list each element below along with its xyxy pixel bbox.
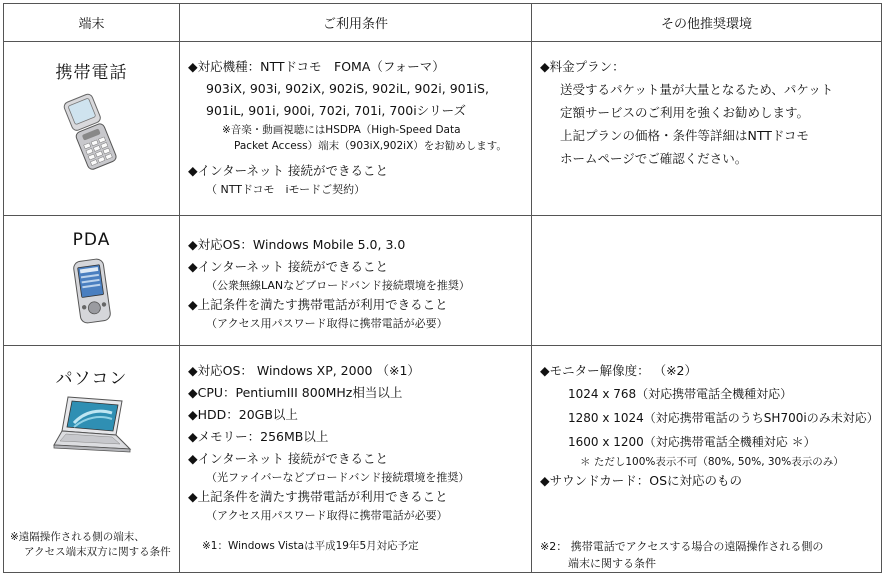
pc-phone-req-sub: （アクセス用パスワード取得に携帯電話が必要） <box>206 509 448 522</box>
pda-env <box>532 216 882 346</box>
phone-models-line1: 903iX, 903i, 902iX, 902iS, 902iL, 902i, 901iS, <box>206 81 489 96</box>
phone-note-line1: ※音楽・動画視聴にはHSDPA（High-Speed Data <box>222 124 461 136</box>
pda-internet-sub: （公衆無線LANなどブロードバンド接続環境を推奨） <box>206 279 470 292</box>
pda-phone-req-sub: （アクセス用パスワード取得に携帯電話が必要） <box>206 317 448 330</box>
sound-card: ◆サウンドカード：OSに対応のもの <box>540 473 743 488</box>
phone-note-line2: Packet Access）端末（903iX,902iX）をお勧めします。 <box>234 140 507 152</box>
plan-line1: 送受するパケット量が大量となるため、パケット <box>560 82 834 97</box>
pda-label: PDA <box>72 230 111 250</box>
pc-conditions <box>180 346 532 573</box>
pda-icon <box>67 256 117 326</box>
pda-cell <box>4 216 180 346</box>
plan-line3: 上記プランの価格・条件等詳細はNTTドコモ <box>560 128 809 143</box>
phone-cell <box>4 42 180 216</box>
header-conditions: ご利用条件 <box>180 4 532 42</box>
pc-internet-sub: （光ファイバーなどブロードバンド接続環境を推奨） <box>206 471 470 484</box>
pc-hdd: ◆HDD：20GB以上 <box>188 407 298 422</box>
plan-line4: ホームページでご確認ください。 <box>560 151 748 166</box>
phone-internet-sub: （ NTTドコモ iモードご契約） <box>206 183 366 196</box>
laptop-icon <box>50 393 134 459</box>
pc-remote-note-line2: アクセス端末双方に関する条件 <box>24 546 171 558</box>
phone-models-title: ◆対応機種：NTTドコモ FOMA（フォーマ） <box>188 59 445 74</box>
pc-memory: ◆メモリー：256MB以上 <box>188 429 329 444</box>
phone-conditions <box>180 42 532 216</box>
phone-env <box>532 42 882 216</box>
header-device: 端末 <box>4 4 180 42</box>
header-other-env: その他推奨環境 <box>532 4 882 42</box>
pc-cpu: ◆CPU：PentiumIII 800MHz相当以上 <box>188 385 403 400</box>
phone-internet: ◆インターネット 接続ができること <box>188 163 388 178</box>
pc-remote-note-line1: ※遠隔操作される側の端末、 <box>10 531 145 543</box>
mobile-phone-icon <box>57 91 127 171</box>
pda-phone-req: ◆上記条件を満たす携帯電話が利用できること <box>188 297 448 312</box>
pc-env <box>532 346 882 573</box>
monitor-title: ◆モニター解像度： （※2） <box>540 363 698 378</box>
pc-env-footnote-line2: 端末に関する条件 <box>568 557 656 570</box>
pda-conditions <box>180 216 532 346</box>
pc-internet: ◆インターネット 接続ができること <box>188 451 388 466</box>
pc-label: パソコン <box>55 369 128 389</box>
phone-models-line2: 901iL, 901i, 900i, 702i, 701i, 700iシリーズ <box>206 103 467 118</box>
monitor-res2: 1280 x 1024（対応携帯電話のうちSH700iのみ未対応） <box>568 411 879 425</box>
pc-env-footnote-line1: ※2： 携帯電話でアクセスする場合の遠隔操作される側の <box>540 540 824 553</box>
monitor-res3-note: ＊ ただし100%表示不可（80%, 50%, 30%表示のみ） <box>580 456 844 468</box>
pc-phone-req: ◆上記条件を満たす携帯電話が利用できること <box>188 489 448 504</box>
pda-internet: ◆インターネット 接続ができること <box>188 259 388 274</box>
plan-line2: 定額サービスのご利用を強くお勧めします。 <box>560 105 810 120</box>
pc-remote-note <box>10 530 171 560</box>
monitor-res3: 1600 x 1200（対応携帯電話全機種対応 ＊） <box>568 435 816 449</box>
pda-os: ◆対応OS：Windows Mobile 5.0, 3.0 <box>188 237 406 252</box>
pc-footnote: ※1：Windows Vistaは平成19年5月対応予定 <box>202 540 419 552</box>
monitor-res1: 1024 x 768（対応携帯電話全機種対応） <box>568 387 793 401</box>
requirements-table <box>3 3 882 573</box>
plan-title: ◆料金プラン： <box>540 59 625 74</box>
phone-label: 携帯電話 <box>55 63 128 83</box>
pc-os: ◆対応OS： Windows XP, 2000 （※1） <box>188 363 420 378</box>
pc-cell <box>4 346 180 573</box>
